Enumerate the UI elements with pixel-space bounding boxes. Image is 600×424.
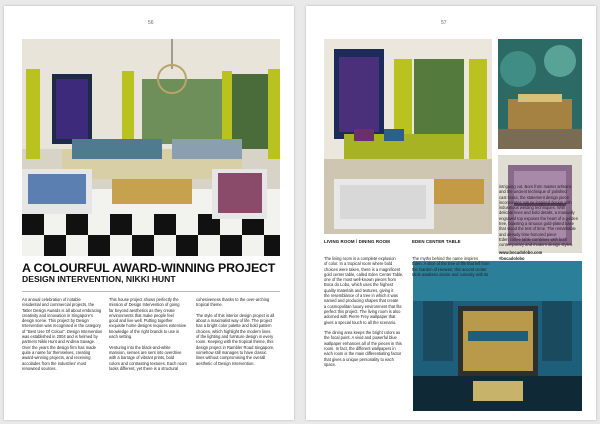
body-column-1: An annual celebration of notable residential and commercial projects, the Tatler Design Awards is all about embracing creativity and innovation in Singapore's design scene. This project by Design Intervention was recognised in the category of "Best Use Of Colour". Design Intervention was established in 2004 and is helmed by partners Nikki Hunt and Andrea Savage. Over the years the design firm has made quite a name for themselves, creating award-winning projects, and receiving accolades from the industries' most renowned sources.	[22, 297, 103, 371]
page-number: 56	[148, 20, 154, 26]
section-heading-eden-table: EDEN CENTER TABLE	[412, 239, 461, 244]
body-column-2: This house project shows perfectly the mission of Design Intervention of going far beyond aesthetics as they create environments that make people feel good and live well. Putting together exquisite home designs requires extensive knowledge of the right brands to use in each setting. Venturing into the black-and-white mansion, senses are sent into overdrive with a barrage of vibrant prints, bold colors and contrasting textures. Each room looks different, yet there is a structural	[109, 297, 187, 371]
body-column-2: The myths behind the name inspires Eden. A slice of the tree of life that fell from the Garden of Heaven, this accent center table awakens desire and curiosity with its	[412, 256, 490, 277]
article-subtitle: DESIGN INTERVENTION, NIKKI HUNT	[22, 274, 176, 284]
right-body-column-3: intriguing cut. Born from master artisans and the ancient technique of polished cast brass, the statement design piece incorporates nature-inspired design with industrious welding techniques. With delicate lines and bold details, a manually engraved top exposes the heart of a golden tree, boasting a sinuous gold-plated base that stood the test of time. The remarkable and already time-honored piece Eden coffee table combines with both contemporary and modern design styles.	[499, 184, 578, 248]
center-table-photo	[498, 39, 582, 149]
living-room-photo	[22, 39, 280, 256]
article-title: A COLOURFUL AWARD-WINNING PROJECT	[22, 261, 276, 275]
body-column-3: cohesiveness thanks to the over-arching tropical theme. The style of this interior design project is all about a maximalist way of life. The project has a bright color palette and bold pattern choices, which highlight the modern lines of the lighting and furniture design in every room. Keeping with the tropical theme, this design project in Rambler Road Singapore, somehow still manages to have classic lines without compromising the overall aesthetic of Design Intervention.	[196, 297, 275, 366]
brand-url[interactable]: www.bocadolobo.com	[499, 250, 543, 255]
left-page	[4, 6, 294, 420]
dining-room-photo	[413, 261, 582, 411]
section-heading-living-dining: LIVING ROOM / DINING ROOM	[324, 239, 390, 244]
divider	[22, 291, 280, 292]
living-room-sofa-photo	[324, 39, 492, 234]
brand-hashtag: #bocadolobo	[499, 256, 525, 261]
page-number: 57	[441, 20, 447, 26]
body-column-1: The living room is a complete explosion of color. In a tropical room where bold choices were taken, there is a magnificent gold center table, called Eden Center Table, one of the most well-known pieces from Boca do Lobo, which uses the highest quality materials and textures, giving it the resemblance of a tree in which it was named and producing shapes that create a cosmopolitan luxury environment that fits perfect this project. The living room is also adorned with Pierre Frey wallpaper that gives a special touch to all the scenario. The dining area keeps the bright colors as the focal point. A vivid and powerful blue wallpaper enhances all of the pieces in this room. In fact, the different wallpapers in each room is the main differentiating factor that gives a unique personality to each space.	[324, 256, 404, 367]
